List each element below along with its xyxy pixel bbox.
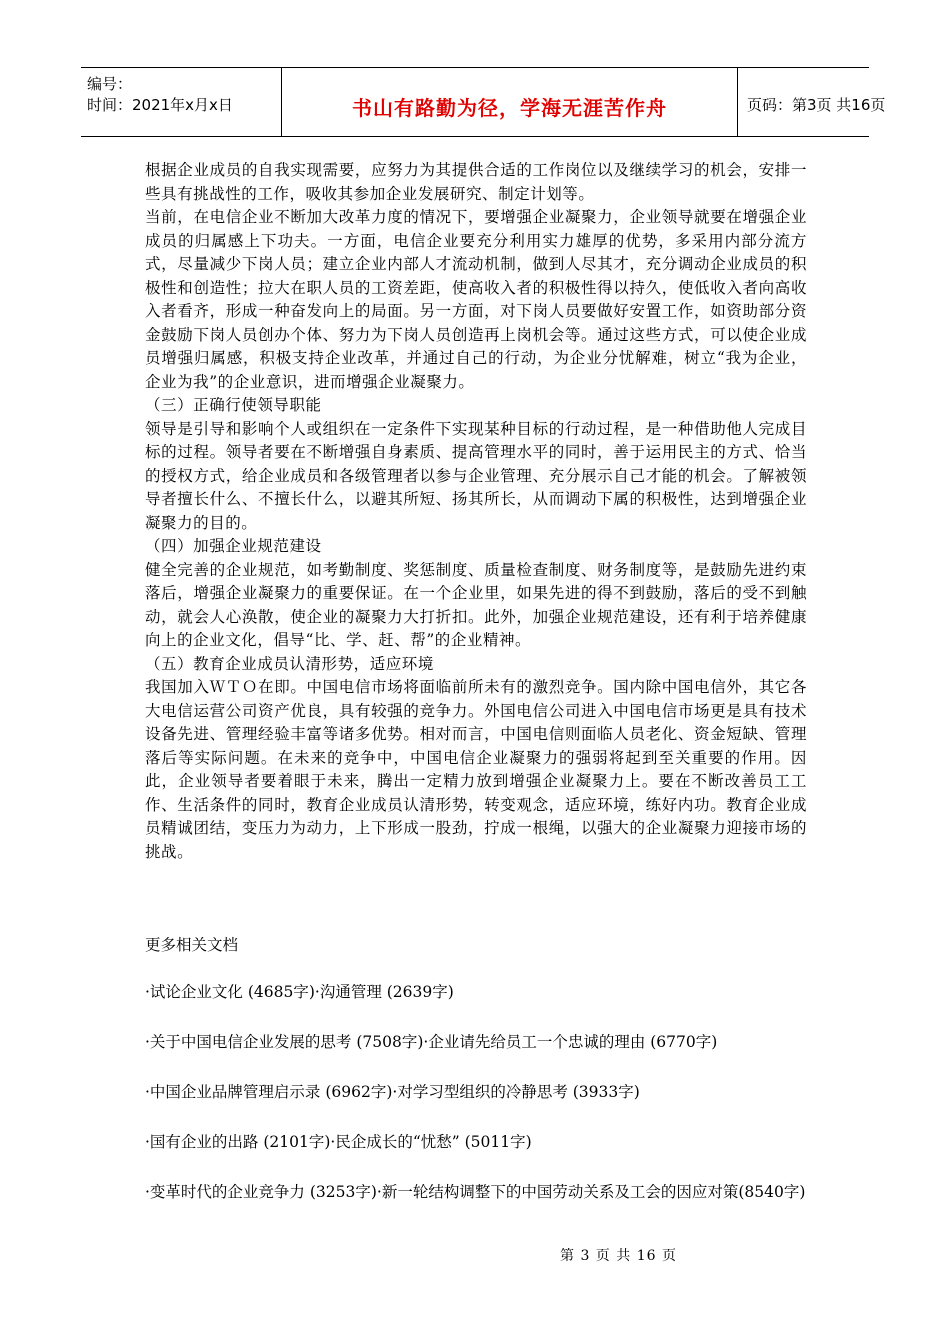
header-motto: 书山有路勤为径，学海无涯苦作舟 xyxy=(352,96,667,120)
section-heading: （四）加强企业规范建设 xyxy=(145,537,322,555)
related-doc-link[interactable]: ·国有企业的出路 (2101字)·民企成长的“忧愁” (5011字) xyxy=(145,1133,532,1151)
related-doc-link[interactable]: ·关于中国电信企业发展的思考 (7508字)·企业请先给员工一个忠诚的理由 (6770字) xyxy=(145,1033,718,1051)
paragraph: 健全完善的企业规范，如考勤制度、奖惩制度、质量检查制度、财务制度等，是鼓励先进约束落后，增强企业凝聚力的重要保证。在一个企业里，如果先进的得不到鼓励，落后的受不到触动，就会人心涣散，使企业的凝聚力大打折扣。此外，加强企业规范建设，还有利于培养健康向上的企业文化，倡导“比、学、赶、帮”的企业精神。 xyxy=(145,560,807,649)
paragraph: 领导是引导和影响个人或组织在一定条件下实现某种目标的行动过程，是一种借助他人完成目标的过程。领导者要在不断增强自身素质、提高管理水平的同时，善于运用民主的方式、恰当的授权方式，给企业成员和各级管理者以参与企业管理、充分展示自己才能的机会。了解被领导者擅长什么、不擅长什么，以避其所短、扬其所长，从而调动下属的积极性，达到增强企业凝聚力的目的。 xyxy=(145,419,807,532)
paragraph: 我国加入ＷＴＯ在即。中国电信市场将面临前所未有的激烈竞争。国内除中国电信外，其它各大电信运营公司资产优良，具有较强的竞争力。外国电信公司进入中国电信市场更是具有技术设备先进、管理经验丰富等诸多优势。相对而言，中国电信则面临人员老化、资金短缺、管理落后等实际问题。在未来的竞争中，中国电信企业凝聚力的强弱将起到至关重要的作用。因此，企业领导者要着眼于未来，腾出一定精力放到增强企业凝聚力上。要在不断改善员工工作、生活条件的同时，教育企业成员认清形势，转变观念，适应环境，练好内功。教育企业成员精诚团结，变压力为动力，上下形成一股劲，拧成一根绳，以强大的企业凝聚力迎接市场的挑战。 xyxy=(145,678,807,861)
header-motto-cell xyxy=(281,68,738,136)
paragraph: 根据企业成员的自我实现需要，应努力为其提供合适的工作岗位以及继续学习的机会，安排一些具有挑战性的工作，吸收其参加企业发展研究、制定计划等。 xyxy=(145,161,807,203)
body-text xyxy=(145,159,807,864)
page-header xyxy=(81,67,886,137)
paragraph: 当前，在电信企业不断加大改革力度的情况下，要增强企业凝聚力，企业领导就要在增强企业成员的归属感上下功夫。一方面，电信企业要充分利用实力雄厚的优势，多采用内部分流方式，尽量减少下岗人员；建立企业内部人才流动机制，做到人尽其才，充分调动企业成员的积极性和创造性；拉大在职人员的工资差距，使高收入者的积极性得以持久，使低收入者向高收入者看齐，形成一种奋发向上的局面。另一方面，对下岗人员要做好安置工作，如资助部分资金鼓励下岗人员创办个体、努力为下岗人员创造再上岗机会等。通过这些方式，可以使企业成员增强归属感，积极支持企业改革，并通过自己的行动，为企业分忧解难，树立“我为企业，企业为我”的企业意识，进而增强企业凝聚力。 xyxy=(145,208,807,391)
header-meta-cell xyxy=(81,68,281,136)
header-page-cell xyxy=(737,68,886,136)
related-docs-title: 更多相关文档 xyxy=(145,936,239,954)
related-doc-link[interactable]: ·试论企业文化 (4685字)·沟通管理 (2639字) xyxy=(145,983,454,1001)
section-heading: （五）教育企业成员认清形势，适应环境 xyxy=(145,654,434,673)
section-heading: （三）正确行使领导职能 xyxy=(145,396,322,414)
related-doc-link[interactable]: ·中国企业品牌管理启示录 (6962字)·对学习型组织的冷静思考 (3933字) xyxy=(145,1083,640,1101)
related-doc-link[interactable]: ·变革时代的企业竞争力 (3253字)·新一轮结构调整下的中国劳动关系及工会的因应对策(8540字) xyxy=(145,1183,806,1201)
document-number-label: 编号： xyxy=(87,75,133,93)
document-time-label: 时间：2021年x月x日 xyxy=(87,96,233,114)
header-page-info: 页码：第3页 共16页 xyxy=(747,96,886,114)
page-footer: 第 3 页 共 16 页 xyxy=(560,1248,677,1264)
